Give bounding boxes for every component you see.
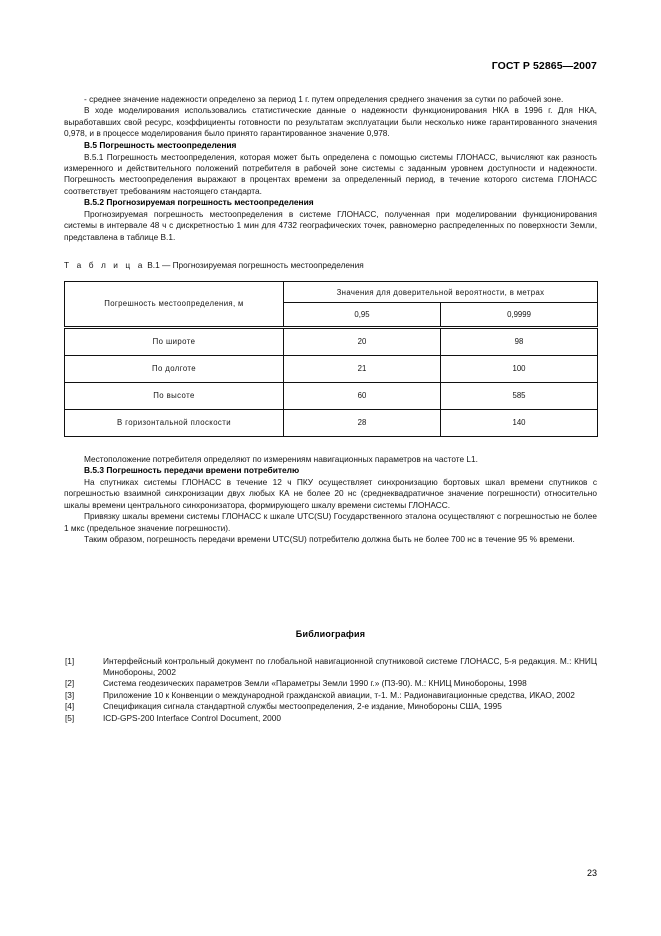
bibliography-list	[64, 656, 597, 724]
table-col-header-p09999: 0,9999	[441, 303, 598, 328]
heading-b52: В.5.2 Прогнозируемая погрешность местоопределения	[84, 197, 314, 208]
table-cell-value-p09999: 585	[441, 382, 598, 409]
bibliography-title: Библиография	[295, 628, 366, 639]
list-item	[64, 690, 597, 701]
spacer-before-bibliography	[64, 546, 597, 629]
table-cell-label: По высоте	[65, 382, 284, 409]
table-cell-value-p09999: 140	[441, 409, 598, 436]
spacer-after-bibliography-title	[64, 639, 597, 656]
table-cell-value-p095: 20	[284, 327, 441, 355]
bibliography-item-text: Приложение 10 к Конвенции о международной гражданской авиации, т-1. М.: Радионавигационные средства, ИКАО, 2002	[103, 689, 575, 700]
bibliography-item-text: Спецификация сигнала стандартной службы местоопределения, 2-е издание, Минобороны США, 1995	[103, 701, 502, 712]
table-cell-value-p095: 21	[284, 355, 441, 382]
table-caption-text: В.1 — Прогнозируемая погрешность местоопределения	[147, 260, 364, 271]
page-number: 23	[586, 868, 597, 878]
bibliography-item-text: Интерфейсный контрольный документ по глобальной навигационной спутниковой системе ГЛОНАСС, 5-я редакция. М.: КНИЦ Минобороны, 2002	[103, 655, 597, 678]
page-content	[64, 94, 597, 724]
running-header-standard-title: ГОСТ Р 52865—2007	[491, 60, 597, 72]
table-cell-value-p095: 28	[284, 409, 441, 436]
bibliography-item-number: [2]	[65, 678, 75, 689]
table-body	[65, 327, 598, 436]
bibliography-item-number: [3]	[65, 689, 75, 700]
paragraph-reliability-average: - среднее значение надежности определено за период 1 г. путем определения среднего значения за сутки по рабочей зоне.	[84, 94, 564, 104]
table-col-header-confidence-span: Значения для доверительной вероятности, в метрах	[284, 281, 598, 302]
table-position-error	[64, 281, 598, 437]
table-row	[65, 327, 598, 355]
paragraph-b51: В.5.1 Погрешность местоопределения, которая может быть определена с помощью системы ГЛОНАСС, вычисляют как разность измеренного и действительного положений потребителя в рабочей зоне системы с заданным уровнем доступности и надежности. Погрешность местоопределения выражают в процентах времени за определенный период, в течение которого система ГЛОНАСС соответствует требованиям настоящего стандарта.	[64, 151, 597, 196]
heading-b5: В.5 Погрешность местоопределения	[84, 139, 237, 150]
table-head	[65, 281, 598, 327]
table-cell-label: В горизонтальной плоскости	[65, 409, 284, 436]
paragraph-modeling-statistics: В ходе моделирования использовались статистические данные о надежности функционирования НКА в 1996 г. Для НКА, выработавших свой ресурс, коэффициенты готовности по результатам эксплуатации были несколько ниже гарантированного значения 0,978, и в процессе моделирования было принято гарантированное значение 0,978.	[64, 105, 597, 139]
paragraph-b53-1: На спутниках системы ГЛОНАСС в течение 12 ч ПКУ осуществляет синхронизацию бортовых шкал времени спутников с погрешностью взаимной синхронизации двух любых КА не более 20 нс (среднеквадратичное значение погрешности) относительно шкалы времени центрального синхронизатора, формирующего шкалу времени системы ГЛОНАСС.	[64, 476, 597, 510]
paragraph-b53-2: Привязку шкалы времени системы ГЛОНАСС к шкале UTC(SU) Государственного эталона осуществляют с погрешностью не более 1 мкс (предельное значение погрешности).	[64, 511, 597, 533]
heading-b53: В.5.3 Погрешность передачи времени потребителю	[84, 465, 300, 476]
table-row	[65, 409, 598, 436]
paragraph-b52: Прогнозируемая погрешность местоопределения в системе ГЛОНАСС, полученная при моделировании функционирования системы в интервале 48 ч с дискретностью 1 мин для 4732 географических точек, равномерно распределенных по поверхности Земли, представлена в таблице В.1.	[64, 209, 597, 242]
list-item	[64, 678, 597, 689]
table-caption	[64, 260, 597, 271]
list-item	[64, 701, 597, 712]
bibliography-item-text: ICD-GPS-200 Interface Control Document, 2000	[103, 712, 282, 723]
table-cell-value-p095: 60	[284, 382, 441, 409]
spacer-after-table	[64, 437, 597, 454]
table-col-header-p095: 0,95	[284, 303, 441, 328]
table-cell-label: По долготе	[65, 355, 284, 382]
table-cell-label: По широте	[65, 327, 284, 355]
table-col-header-error-type: Погрешность местоопределения, м	[65, 281, 284, 327]
list-item	[64, 656, 597, 679]
bibliography-item-number: [5]	[65, 712, 75, 723]
table-cell-value-p09999: 100	[441, 355, 598, 382]
spacer-before-table-caption	[64, 243, 597, 260]
table-row	[65, 355, 598, 382]
table-caption-label: Т а б л и ц а	[64, 260, 145, 271]
table-cell-value-p09999: 98	[441, 327, 598, 355]
spacer-before-table	[64, 272, 597, 281]
bibliography-item-number: [4]	[65, 701, 75, 712]
table-header-row-1	[65, 281, 598, 302]
bibliography-item-number: [1]	[65, 655, 75, 666]
paragraph-b53-3: Таким образом, погрешность передачи времени UTC(SU) потребителю должна быть не более 700 нс в течение 95 % времени.	[84, 534, 575, 545]
table-row	[65, 382, 598, 409]
bibliography-item-text: Система геодезических параметров Земли «Параметры Земли 1990 г.» (ПЗ-90). М.: КНИЦ Минобороны, 1998	[103, 678, 527, 689]
list-item	[64, 713, 597, 724]
paragraph-after-table: Местоположение потребителя определяют по измерениям навигационных параметров на частоте L1.	[84, 453, 478, 464]
